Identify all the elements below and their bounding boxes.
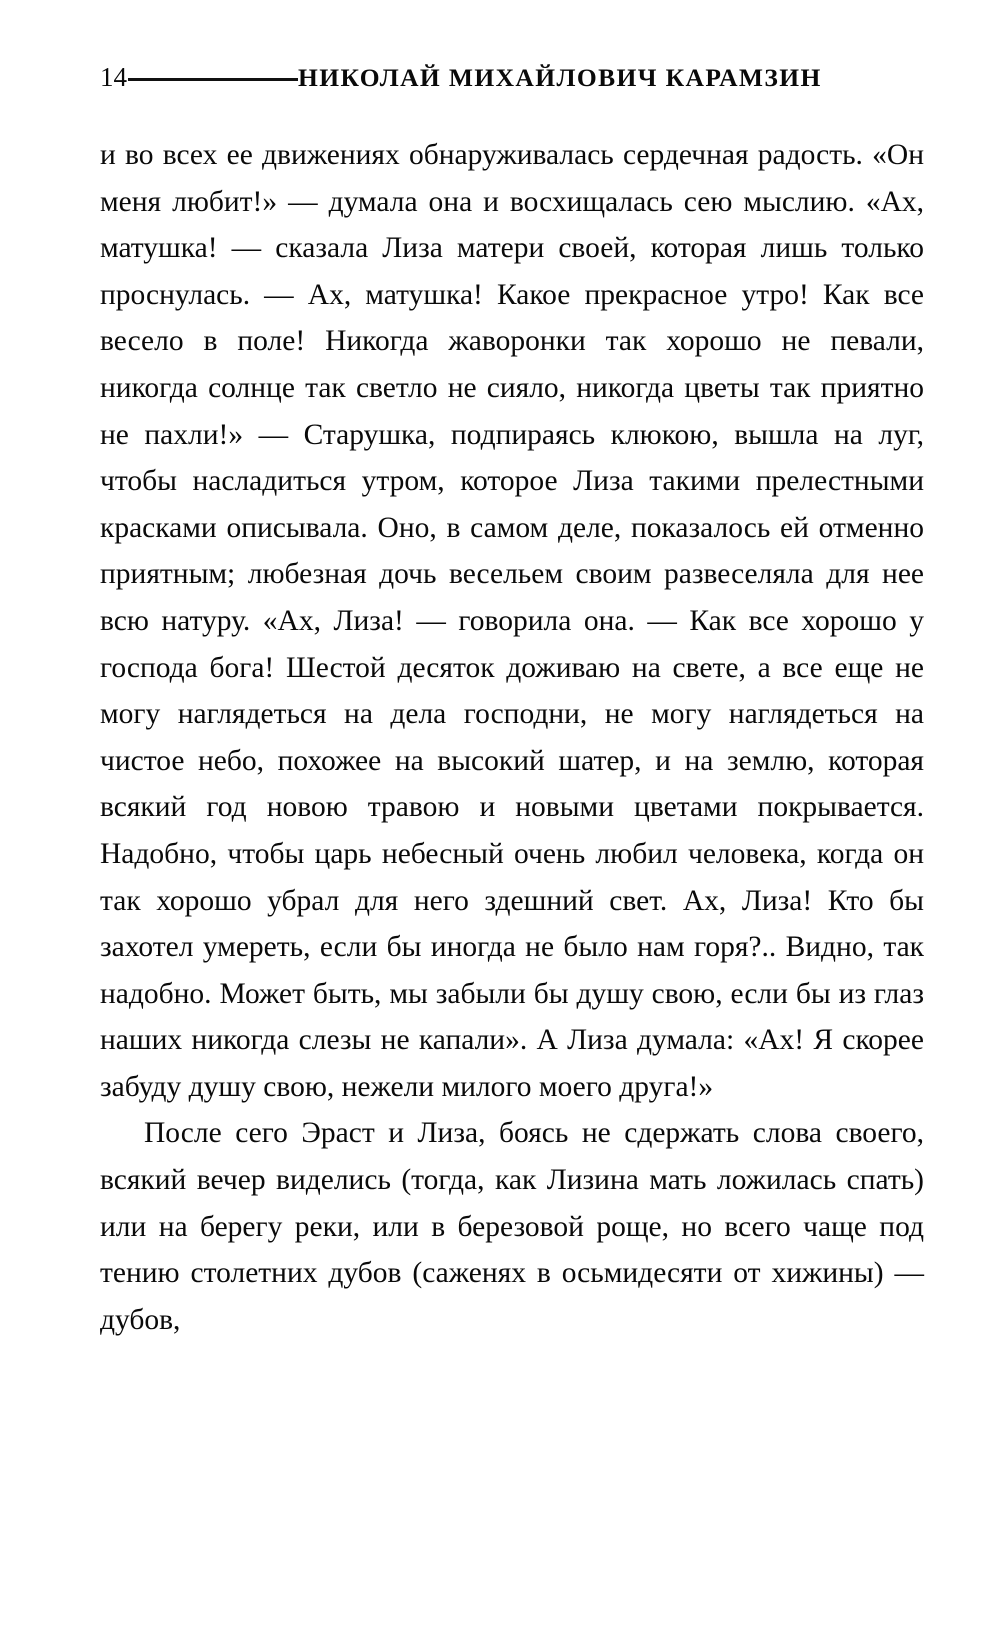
- header-rule: [128, 78, 298, 81]
- body-text: [100, 132, 924, 1343]
- running-head-title: НИКОЛАЙ МИХАЙЛОВИЧ КАРАМЗИН: [298, 63, 822, 92]
- page-number: 14: [100, 62, 127, 92]
- paragraph: После сего Эраст и Лиза, боясь не сдержать слова своего, всякий вечер виделись (тогда, как Лизина мать ложилась спать) или на берегу реки, или в березовой роще, но всего чаще под тению столетних дубов (саженях в осьмидесяти от хижины) — дубов,: [100, 1117, 924, 1336]
- running-head: [100, 62, 924, 98]
- paragraph: и во всех ее движениях обнаруживалась сердечная радость. «Он меня любит!» — думала она и восхищалась сею мыслию. «Ах, матушка! — сказала Лиза матери своей, которая лишь только проснулась. — Ах, матушка! Какое прекрасное утро! Как все весело в поле! Никогда жаворонки так хорошо не певали, никогда солнце так светло не сияло, никогда цветы так приятно не пахли!» — Старушка, подпираясь клюкою, вышла на луг, чтобы насладиться утром, которое Лиза такими прелестными красками описывала. Оно, в самом деле, показалось ей отменно приятным; любезная дочь весельем своим развеселяла для нее всю натуру. «Ах, Лиза! — говорила она. — Как все хорошо у господа бога! Шестой десяток доживаю на свете, а все еще не могу наглядеться на дела господни, не могу наглядеться на чистое небо, похожее на высокий шатер, и на землю, которая всякий год новою травою и новыми цветами покрывается. Надобно, чтобы царь небесный очень любил человека, когда он так хорошо убрал для него здешний свет. Ах, Лиза! Кто бы захотел умереть, если бы иногда не было нам горя?.. Видно, так надобно. Может быть, мы забыли бы душу свою, если бы из глаз наших никогда слезы не капали». А Лиза думала: «Ах! Я скорее забуду душу свою, нежели милого моего друга!»: [100, 139, 924, 1103]
